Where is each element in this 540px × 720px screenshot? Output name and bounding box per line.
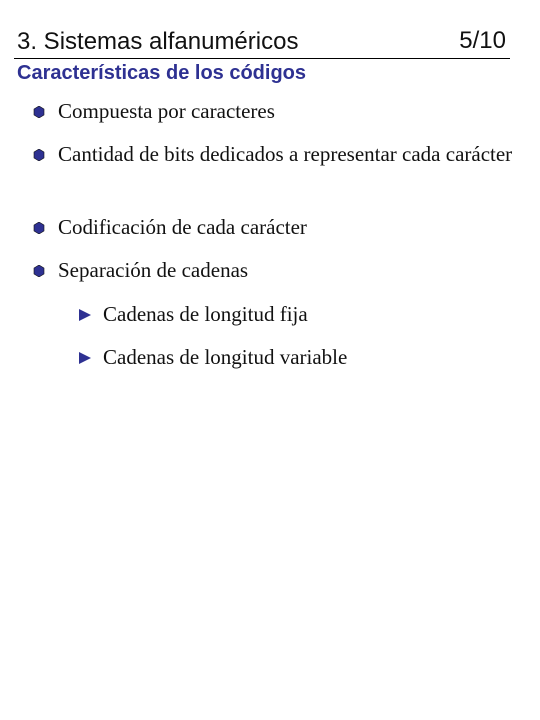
bullet-text: Separación de cadenas (58, 258, 249, 282)
sub-bullet-item (78, 344, 347, 370)
bullet-icon (33, 222, 45, 234)
sub-bullet-text: Cadenas de longitud variable (103, 345, 348, 369)
bullet-text: Cantidad de bits dedicados a representar cada carácter (58, 142, 513, 166)
bullet-item (33, 141, 513, 167)
bullet-icon (33, 149, 45, 161)
bullet-icon (33, 106, 45, 118)
bullet-icon (33, 265, 45, 277)
bullet-text: Compuesta por caracteres (58, 99, 275, 123)
bullet-item (33, 98, 275, 124)
page-number: 5/10 (459, 27, 506, 54)
sub-bullet-text: Cadenas de longitud fija (103, 302, 308, 326)
bullet-text: Codificación de cada carácter (58, 215, 307, 239)
section-subtitle: Características de los códigos (17, 62, 307, 84)
slide-title: 3. Sistemas alfanuméricos (17, 28, 299, 55)
triangle-arrow-icon (78, 308, 92, 322)
bullet-item (33, 257, 248, 283)
triangle-arrow-icon (78, 351, 92, 365)
slide-header (14, 26, 510, 59)
bullet-item (33, 214, 307, 240)
sub-bullet-item (78, 301, 308, 327)
